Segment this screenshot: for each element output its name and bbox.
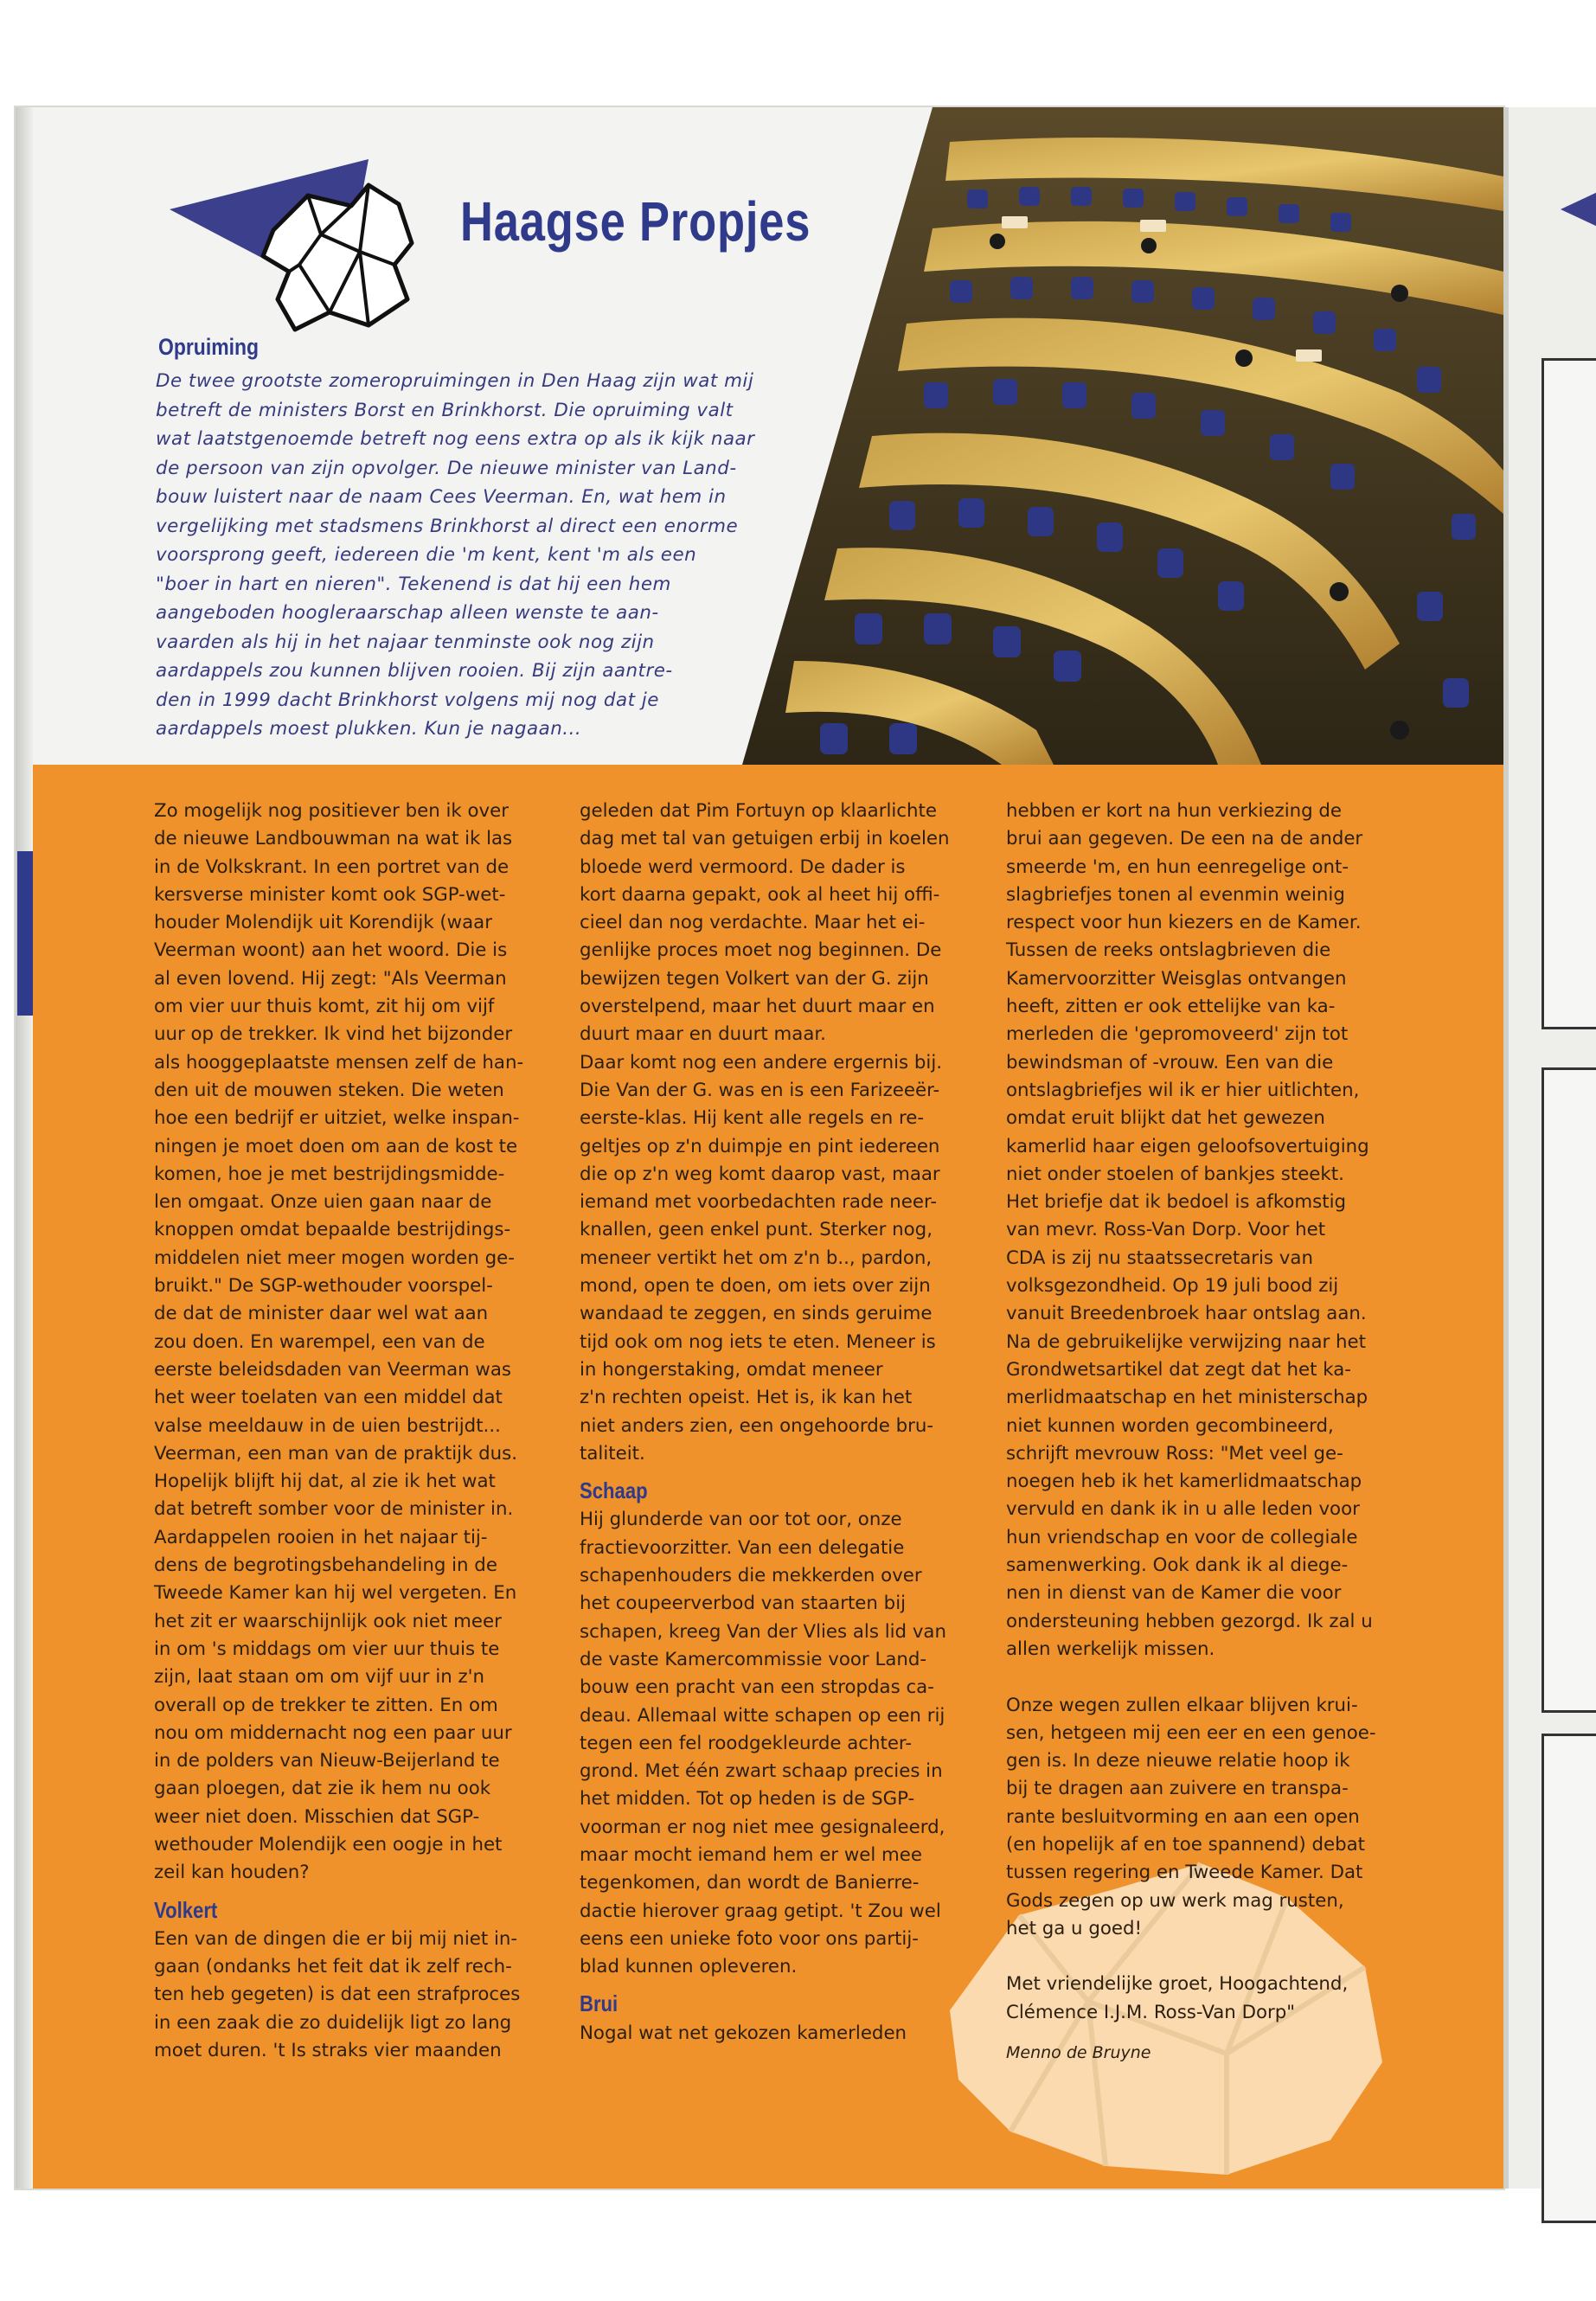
intro-line: "boer in hart en nieren". Tekenend is dat hij een hem [156, 573, 671, 595]
col2-line: dag met tal van getuigen erbij in koelen [580, 828, 950, 850]
next-page-triangle-icon [1561, 190, 1596, 228]
col2-line: Hij glunderde van oor tot oor, onze [580, 1509, 902, 1531]
col3-line: gen is. In deze nieuwe relatie hoop ik [1006, 1750, 1350, 1772]
col3-line: (en hopelijk af en toe spannend) debat [1006, 1833, 1366, 1856]
intro-text [156, 367, 848, 744]
col3-line: CDA is zij nu staatssecretaris van [1006, 1247, 1313, 1269]
col3-line: Onze wegen zullen elkaar blijven krui- [1006, 1694, 1358, 1716]
col3-line: bewindsman of -vrouw. Een van die [1006, 1051, 1334, 1074]
col2-line: z'n rechten opeist. Het is, ik kan het [580, 1387, 913, 1409]
col1-line: in de polders van Nieuw-Beijerland te [154, 1750, 500, 1772]
col1-line: dat betreft somber voor de minister in. [154, 1498, 514, 1521]
col2-line: grond. Met één zwart schaap precies in [580, 1760, 943, 1783]
col1-line: de dat de minister daar wel wat aan [154, 1303, 489, 1325]
col3-line: slagbriefjes tonen al evenmin weinig [1006, 883, 1345, 906]
col1-line: len omgaat. Onze uien gaan naar de [154, 1191, 492, 1214]
col2-line: de vaste Kamercommissie voor Land- [580, 1648, 927, 1670]
col3-line: nen in dienst van de Kamer die voor [1006, 1582, 1342, 1605]
col2-line: dactie hierover graag getipt. 't Zou wel [580, 1900, 941, 1922]
col1-line: komen, hoe je met bestrijdingsmidde- [154, 1163, 505, 1185]
col1-line: knoppen omdat bepaalde bestrijdings- [154, 1219, 511, 1241]
intro-line: voorsprong geeft, iedereen die 'm kent, kent 'm als een [156, 544, 697, 566]
intro-line: den in 1999 dacht Brinkhorst volgens mij nog dat je [156, 689, 659, 711]
col3-line: noegen heb ik het kamerlidmaatschap [1006, 1471, 1362, 1493]
intro-line: betreft de ministers Borst en Brinkhorst. Die opruiming valt [156, 399, 734, 421]
col1-line: Veerman woont) aan het woord. Die is [154, 939, 508, 962]
col2-line: kort daarna gepakt, ook al heet hij offi- [580, 883, 940, 906]
col1-line: om vier uur thuis komt, zit hij om vijf [154, 996, 495, 1018]
article-column-2 [580, 798, 986, 2048]
col1-line: zou doen. En warempel, een van de [154, 1330, 485, 1353]
col3-line: volksgezondheid. Op 19 juli bood zij [1006, 1275, 1339, 1298]
col2-line: bewijzen tegen Volkert van der G. zijn [580, 967, 929, 990]
col2-line: Nogal wat net gekozen kamerleden [580, 2022, 907, 2044]
intro-line: de persoon van zijn opvolger. De nieuwe minister van Land- [156, 457, 737, 479]
col2-line: tegen een fel roodgekleurde achter- [580, 1732, 912, 1754]
col2-line: Daar komt nog een andere ergernis bij. [580, 1051, 943, 1074]
col2-line: meneer vertikt het om z'n b.., pardon, [580, 1247, 933, 1269]
col3-line: ondersteuning hebben gezorgd. Ik zal u [1006, 1610, 1373, 1632]
col3-line: hebben er kort na hun verkiezing de [1006, 800, 1343, 822]
col1-line: weer niet doen. Misschien dat SGP- [154, 1805, 480, 1828]
col1-line: den uit de mouwen steken. Die weten [154, 1079, 504, 1101]
col2-line: taliteit. [580, 1442, 645, 1465]
col3-line: tussen regering en Tweede Kamer. Dat [1006, 1862, 1363, 1884]
col2-line: knallen, geen enkel punt. Sterker nog, [580, 1219, 933, 1241]
col2-line: tijd ook om nog iets te eten. Meneer is [580, 1330, 936, 1353]
intro-line: wat laatstgenoemde betreft nog eens extra op als ik kijk naar [156, 428, 755, 450]
col2-line: het coupeerverbod van staarten bij [580, 1593, 907, 1615]
col3-line: respect voor hun kiezers en de Kamer. [1006, 912, 1362, 934]
next-page-box [1542, 358, 1596, 1029]
col2-line: tegenkomen, dan wordt de Banierre- [580, 1872, 920, 1894]
col3-line: allen werkelijk missen. [1006, 1638, 1215, 1660]
col1-line: de nieuwe Landbouwman na wat ik las [154, 828, 513, 850]
col2-line: geleden dat Pim Fortuyn op klaarlichte [580, 800, 937, 822]
col3-line: Het briefje dat ik bedoel is afkomstig [1006, 1191, 1347, 1214]
intro-line: aardappels moest plukken. Kun je nagaan... [156, 718, 582, 740]
col3-line: omdat eruit blijkt dat het gewezen [1006, 1107, 1325, 1130]
col1-line: kersverse minister komt ook SGP-wet- [154, 883, 506, 906]
col1-line: zijn, laat staan om om vijf uur in z'n [154, 1666, 485, 1689]
col2-line: genlijke proces moet nog beginnen. De [580, 939, 942, 962]
col2-line: fractievoorzitter. Van een delegatie [580, 1536, 905, 1559]
col1-line: ten heb gegeten) is dat een strafproces [154, 1984, 521, 2006]
col1-line: in de Volkskrant. In een portret van de [154, 856, 510, 878]
col1-line: houder Molendijk uit Korendijk (waar [154, 912, 492, 934]
col1-line: Zo mogelijk nog positiever ben ik over [154, 800, 510, 822]
col1-line: Hopelijk blijft hij dat, al zie ik het wat [154, 1471, 496, 1493]
col3-line: rante besluitvorming en aan een open [1006, 1805, 1360, 1828]
col2-line: eens een unieke foto voor ons partij- [580, 1927, 919, 1950]
col3-line: ontslagbriefjes wil ik er hier uitlichten, [1006, 1079, 1360, 1101]
col1-line: hoe een bedrijf er uitziet, welke inspan- [154, 1107, 520, 1130]
crumpled-paper-logo-icon [247, 170, 429, 343]
col1-line: zeil kan houden? [154, 1862, 310, 1884]
col1-line: het zit er waarschijnlijk ook niet meer [154, 1610, 502, 1632]
intro-line: vaarden als hij in het najaar tenminste ook nog zijn [156, 631, 655, 653]
col1-line: in een zaak die zo duidelijk ligt zo lang [154, 2011, 512, 2034]
col2-line: mond, open te doen, om iets over zijn [580, 1275, 931, 1298]
col2-line: overstelpend, maar het duurt maar en [580, 996, 935, 1018]
col1-line: middelen niet meer mogen worden ge- [154, 1247, 515, 1269]
col1-line: wethouder Molendijk een oogje in het [154, 1833, 503, 1856]
col2-line: niet anders zien, een ongehoorde bru- [580, 1414, 934, 1437]
col2-line: wandaad te zeggen, en sinds geruime [580, 1303, 933, 1325]
col1-line: gaan ploegen, dat zie ik hem nu ook [154, 1778, 491, 1800]
col1-line: Aardappelen rooien in het najaar tij- [154, 1526, 488, 1548]
col3-line: Met vriendelijke groet, Hoogachtend, [1006, 1973, 1349, 1996]
intro-line: aardappels zou kunnen blijven rooien. Bij zijn aantre- [156, 660, 673, 682]
spine-blue-mark [17, 851, 35, 1016]
col2-line: eerste-klas. Hij kent alle regels en re- [580, 1107, 925, 1130]
col1-line: Veerman, een man van de praktijk dus. [154, 1442, 518, 1465]
col2-line: het midden. Tot op heden is de SGP- [580, 1788, 915, 1811]
col1-line: al even lovend. Hij zegt: "Als Veerman [154, 967, 507, 990]
col2-line: geltjes op z'n duimpje en pint iedereen [580, 1135, 940, 1157]
col1-line: als hooggeplaatste mensen zelf de han- [154, 1051, 524, 1074]
col3-line: sen, hetgeen mij een eer en een genoe- [1006, 1721, 1376, 1744]
col1-line: eerste beleidsdaden van Veerman was [154, 1358, 511, 1381]
intro-line: vergelijking met stadsmens Brinkhorst al direct een enorme [156, 515, 739, 537]
intro-heading: Opruiming [158, 334, 260, 360]
section-heading-volkert: Volkert [154, 1896, 218, 1923]
col3-line: vervuld en dank ik in u alle leden voor [1006, 1498, 1360, 1521]
col2-line: schapen, kreeg Van der Vlies als lid van [580, 1620, 946, 1643]
col2-line: deau. Allemaal witte schapen op een rij [580, 1704, 945, 1727]
magazine-page [16, 107, 1503, 2189]
col3-line: het ga u goed! [1006, 1917, 1143, 1939]
col3-line: niet kunnen worden gecombineerd, [1006, 1414, 1334, 1437]
col1-line: het weer toelaten van een middel dat [154, 1387, 503, 1409]
col3-line: Tussen de reeks ontslagbrieven die [1006, 939, 1331, 962]
col2-line: blad kunnen opleveren. [580, 1956, 798, 1978]
col3-line: Grondwetsartikel dat zegt dat het ka- [1006, 1358, 1351, 1381]
col3-line: Gods zegen op uw werk mag rusten, [1006, 1889, 1344, 1912]
col2-line: bloede werd vermoord. De dader is [580, 856, 906, 878]
col3-line: Clémence I.J.M. Ross-Van Dorp" [1006, 2001, 1296, 2023]
col3-line: vanuit Breedenbroek haar ontslag aan. [1006, 1303, 1367, 1325]
col2-line: duurt maar en duurt maar. [580, 1023, 826, 1046]
intro-line: bouw luistert naar de naam Cees Veerman. En, wat hem in [156, 486, 727, 508]
col2-line: die op z'n weg komt daarop vast, maar [580, 1163, 940, 1185]
col2-line: in hongerstaking, omdat meneer [580, 1358, 883, 1381]
col1-line: ningen je moet doen om aan de kost te [154, 1135, 518, 1157]
next-page-box [1542, 1067, 1596, 1713]
col1-line: Een van de dingen die er bij mij niet in- [154, 1927, 518, 1950]
col3-line: bij te dragen aan zuivere en transpa- [1006, 1778, 1349, 1800]
col2-line: bouw een pracht van een stropdas ca- [580, 1676, 934, 1699]
next-page-box [1542, 1734, 1596, 2223]
col1-line: uur op de trekker. Ik vind het bijzonder [154, 1023, 513, 1046]
col3-line: hun vriendschap en voor de collegiale [1006, 1526, 1358, 1548]
col3-line: van mevr. Ross-Van Dorp. Voor het [1006, 1219, 1326, 1241]
intro-line: De twee grootste zomeropruimingen in Den Haag zijn wat mij [156, 370, 754, 392]
col3-line: schrijft mevrouw Ross: "Met veel ge- [1006, 1442, 1343, 1465]
col3-line: merlidmaatschap en het ministerschap [1006, 1387, 1368, 1409]
col2-line: maar mocht iemand hem er wel mee [580, 1843, 922, 1866]
col1-line: moet duren. 't Is straks vier maanden [154, 2040, 502, 2062]
article-column-3 [1006, 798, 1413, 2067]
col3-line: smeerde 'm, en hun eenregelige ont- [1006, 856, 1349, 878]
col1-line: Tweede Kamer kan hij wel vergeten. En [154, 1582, 517, 1605]
col3-line: niet onder stoelen of bankjes steekt. [1006, 1163, 1344, 1185]
col1-line: overall op de trekker te zitten. En om [154, 1694, 498, 1716]
col1-line: valse meeldauw in de uien bestrijdt... [154, 1414, 501, 1437]
article-column-1 [154, 798, 561, 2065]
col2-line: schapenhouders die mekkerden over [580, 1565, 922, 1587]
col3-line: Na de gebruikelijke verwijzing naar het [1006, 1330, 1366, 1353]
col2-line: iemand met voorbedachten rade neer- [580, 1191, 938, 1214]
col3-line: heeft, zitten er ook ettelijke van ka- [1006, 996, 1336, 1018]
col1-line: nou om middernacht nog een paar uur [154, 1721, 512, 1744]
col2-line: cieel dan nog verdachte. Maar het ei- [580, 912, 926, 934]
col1-line: dens de begrotingsbehandeling in de [154, 1554, 497, 1577]
col3-line: merleden die 'gepromoveerd' zijn tot [1006, 1023, 1349, 1046]
section-heading-schaap: Schaap [580, 1477, 648, 1504]
col2-line: Die Van der G. was en is een Farizeeër- [580, 1079, 940, 1101]
col1-line: bruikt." De SGP-wethouder voorspel- [154, 1275, 493, 1298]
col3-line: kamerlid haar eigen geloofsovertuiging [1006, 1135, 1369, 1157]
col3-line: brui aan gegeven. De een na de ander [1006, 828, 1363, 850]
col3-line: Kamervoorzitter Weisglas ontvangen [1006, 967, 1347, 990]
col2-line: voorman er nog niet mee gesignaleerd, [580, 1816, 945, 1838]
col1-line: gaan (ondanks het feit dat ik zelf rech- [154, 1956, 512, 1978]
page-title: Haagse Propjes [460, 190, 811, 253]
next-page-edge [1503, 107, 1596, 2189]
col3-line: samenwerking. Ook dank ik al diege- [1006, 1554, 1349, 1577]
author-signature: Menno de Bruyne [1006, 2043, 1151, 2063]
col1-line: in om 's middags om vier uur thuis te [154, 1638, 500, 1660]
section-heading-brui: Brui [580, 1990, 619, 2017]
intro-line: aangeboden hoogleraarschap alleen wenste te aan- [156, 602, 659, 624]
